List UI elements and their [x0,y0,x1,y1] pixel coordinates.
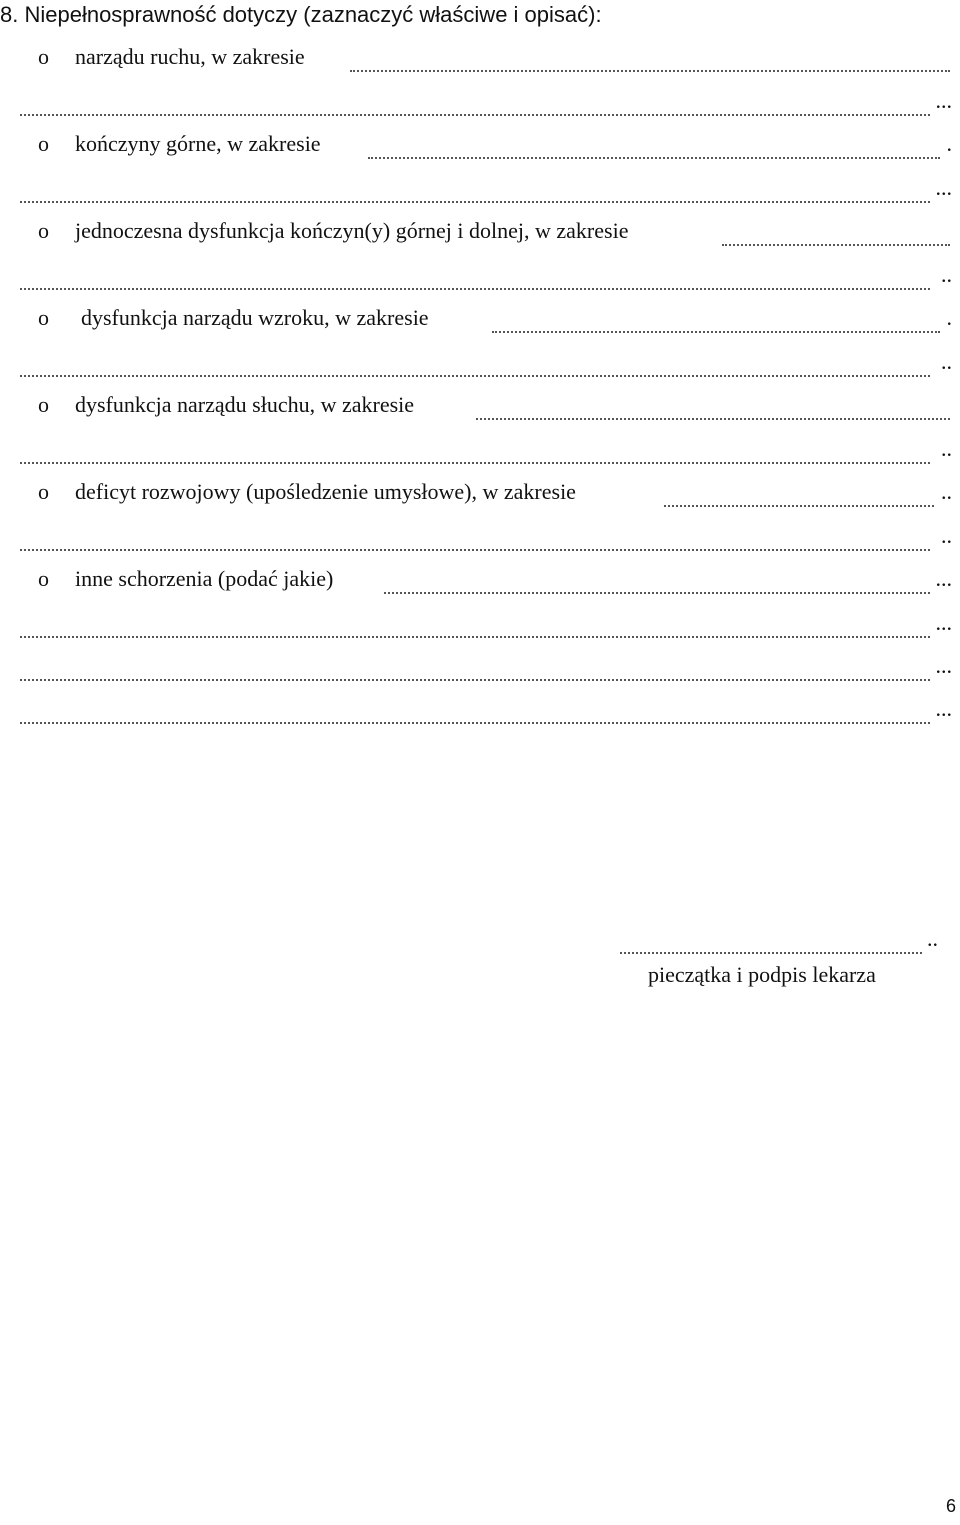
fill-in-field[interactable] [664,483,934,507]
line-end: ... [935,88,952,113]
description-line[interactable] [20,521,952,551]
dotted-fill [20,179,930,203]
line-end: .. [941,262,952,287]
signature-caption: pieczątka i podpis lekarza [648,962,876,987]
description-line[interactable] [20,608,952,638]
dotted-fill [20,527,930,551]
description-line[interactable] [20,651,952,681]
fill-in-field[interactable] [350,48,950,72]
line-end: ... [935,175,952,200]
option-item-vision[interactable] [0,303,960,337]
dotted-fill [20,266,930,290]
line-end: .. [941,523,952,548]
signature-line[interactable] [620,924,938,954]
option-bullet[interactable]: o [38,44,49,69]
dotted-fill [20,353,930,377]
option-item-motor-organ[interactable] [0,42,960,76]
option-item-developmental-deficit[interactable] [0,477,960,511]
description-line[interactable] [20,173,952,203]
dotted-fill [20,700,930,724]
option-bullet[interactable]: o [38,131,49,156]
leader-tail: .. [941,479,952,504]
leader-tail: . [946,131,952,156]
fill-in-field[interactable] [368,135,940,159]
leader-tail: ... [935,566,952,591]
option-bullet[interactable]: o [38,392,49,417]
dotted-fill [20,614,930,638]
fill-in-field[interactable] [722,222,950,246]
description-line[interactable] [20,434,952,464]
option-label: inne schorzenia (podać jakie) [75,566,334,591]
description-line[interactable] [20,86,952,116]
line-end: .. [927,926,938,951]
option-bullet[interactable]: o [38,305,49,330]
option-bullet[interactable]: o [38,218,49,243]
dotted-fill [20,657,930,681]
option-label: kończyny górne, w zakresie [75,131,321,156]
option-label: dysfunkcja narządu wzroku, w zakresie [81,305,429,330]
option-item-upper-limbs[interactable] [0,129,960,163]
option-item-hearing[interactable] [0,390,960,424]
option-label: jednoczesna dysfunkcja kończyn(y) górnej i dolnej, w zakresie [75,218,629,243]
line-end: .. [941,436,952,461]
dotted-fill [620,930,922,954]
line-end: ... [935,696,952,721]
description-line[interactable] [20,347,952,377]
fill-in-field[interactable] [384,570,930,594]
dotted-fill [20,92,930,116]
description-line[interactable] [20,260,952,290]
option-item-upper-lower-limbs[interactable] [0,216,960,250]
line-end: ... [935,610,952,635]
description-line[interactable] [20,694,952,724]
option-label: dysfunkcja narządu słuchu, w zakresie [75,392,415,417]
leader-tail: . [946,305,952,330]
page-number: 6 [945,1496,956,1516]
option-bullet[interactable]: o [38,479,49,504]
option-bullet[interactable]: o [38,566,49,591]
fill-in-field[interactable] [492,309,940,333]
dotted-fill [20,440,930,464]
option-label: deficyt rozwojowy (upośledzenie umysłowe), w zakresie [75,479,576,504]
line-end: .. [941,349,952,374]
option-item-other-conditions[interactable] [0,564,960,598]
line-end: ... [935,653,952,678]
section-heading: 8. Niepełnosprawność dotyczy (zaznaczyć właściwe i opisać): [0,2,602,27]
fill-in-field[interactable] [476,396,950,420]
option-label: narządu ruchu, w zakresie [75,44,305,69]
